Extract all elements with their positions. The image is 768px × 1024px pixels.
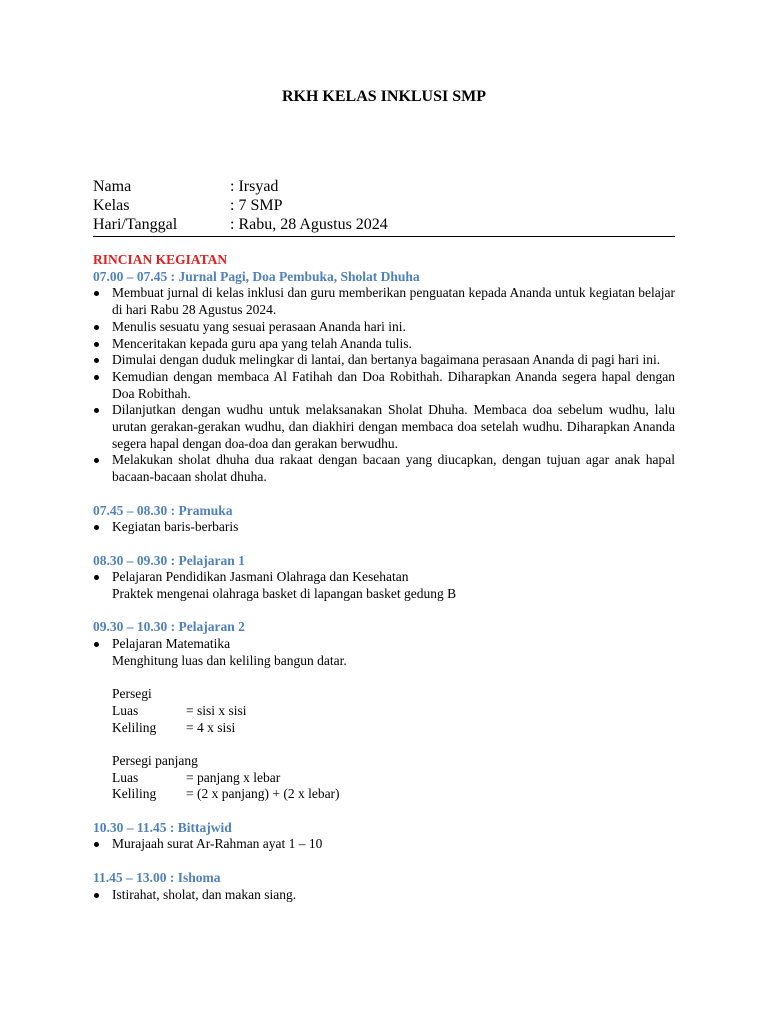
formula-value: = panjang x lebar [186, 769, 281, 785]
formula-row [93, 786, 675, 803]
formula-label: Luas [112, 769, 139, 785]
section-heading: RINCIAN KEGIATAN [93, 252, 228, 267]
formula-label: Keliling [112, 786, 157, 802]
formula-row [93, 770, 675, 787]
list-item: Melakukan sholat dhuha dua rakaat dengan bacaan yang diucapkan, dengan tujuan agar anak hapal bacaan-bacaan sholat dhuha. [93, 452, 675, 485]
shape-name: Persegi [112, 686, 152, 702]
list-item: Pelajaran Matematika [93, 636, 675, 653]
formula-label: Luas [112, 702, 139, 718]
formula-row [93, 720, 675, 737]
list-item: Kemudian dengan membaca Al Fatihah dan Doa Robithah. Diharapkan Ananda segera hapal dengan Doa Robithah. [93, 369, 675, 402]
document-title: RKH KELAS INKLUSI SMP [281, 88, 487, 105]
formula-row [93, 703, 675, 720]
activity-list [93, 519, 675, 536]
list-item: Pelajaran Pendidikan Jasmani Olahraga dan Kesehatan [93, 569, 675, 586]
activity-list [93, 636, 675, 653]
info-label: Kelas [93, 197, 130, 214]
list-item: Menceritakan kepada guru apa yang telah Ananda tulis. [93, 336, 675, 353]
list-item: Menulis sesuatu yang sesuai perasaan Ananda hari ini. [93, 319, 675, 336]
activity-list [93, 569, 675, 586]
info-label: Nama [93, 178, 132, 195]
activity-list [93, 887, 675, 904]
formula-label: Keliling [112, 719, 157, 735]
info-row-hari-tanggal [93, 215, 675, 234]
time-heading: 09.30 – 10.30 : Pelajaran 2 [93, 619, 245, 635]
list-item: Membuat jurnal di kelas inklusi dan guru memberikan penguatan kepada Ananda untuk kegiatan belajar di hari Rabu 28 Agustus 2024. [93, 285, 675, 318]
formula-value: = 4 x sisi [186, 719, 236, 735]
list-item: Dimulai dengan duduk melingkar di lantai, dan bertanya bagaimana perasaan Ananda di pagi hari ini. [93, 352, 675, 369]
shape-name: Persegi panjang [112, 752, 198, 768]
info-row-nama [93, 177, 675, 196]
divider-line [93, 236, 675, 237]
list-item: Dilanjutkan dengan wudhu untuk melaksanakan Sholat Dhuha. Membaca doa sebelum wudhu, lalu urutan gerakan-gerakan wudhu, dan diakhiri dengan membaca doa setelah wudhu. Diharapkan Ananda segera hapal dengan doa-doa dan gerakan berwudhu. [93, 402, 675, 452]
formula-value: = (2 x panjang) + (2 x lebar) [186, 786, 340, 802]
info-label: Hari/Tanggal [93, 216, 178, 233]
student-info [93, 177, 675, 234]
list-item: Murajaah surat Ar-Rahman ayat 1 – 10 [93, 836, 675, 853]
activity-note: Menghitung luas dan keliling bangun datar. [112, 652, 347, 668]
list-item: Istirahat, sholat, dan makan siang. [93, 887, 675, 904]
list-item: Kegiatan baris-berbaris [93, 519, 675, 536]
info-row-kelas [93, 196, 675, 215]
time-heading: 10.30 – 11.45 : Bittajwid [93, 819, 232, 835]
time-heading: 07.45 – 08.30 : Pramuka [93, 502, 233, 518]
info-value: : 7 SMP [230, 197, 283, 214]
info-value: : Irsyad [230, 178, 279, 195]
activity-note: Praktek mengenai olahraga basket di lapangan basket gedung B [112, 586, 457, 602]
time-heading: 11.45 – 13.00 : Ishoma [93, 869, 221, 885]
info-value: : Rabu, 28 Agustus 2024 [230, 216, 388, 233]
time-heading: 07.00 – 07.45 : Jurnal Pagi, Doa Pembuka, Sholat Dhuha [93, 268, 420, 284]
activity-details [93, 252, 675, 903]
time-heading: 08.30 – 09.30 : Pelajaran 1 [93, 552, 245, 568]
activity-list [93, 836, 675, 853]
activity-list [93, 285, 675, 485]
formula-value: = sisi x sisi [186, 702, 247, 718]
